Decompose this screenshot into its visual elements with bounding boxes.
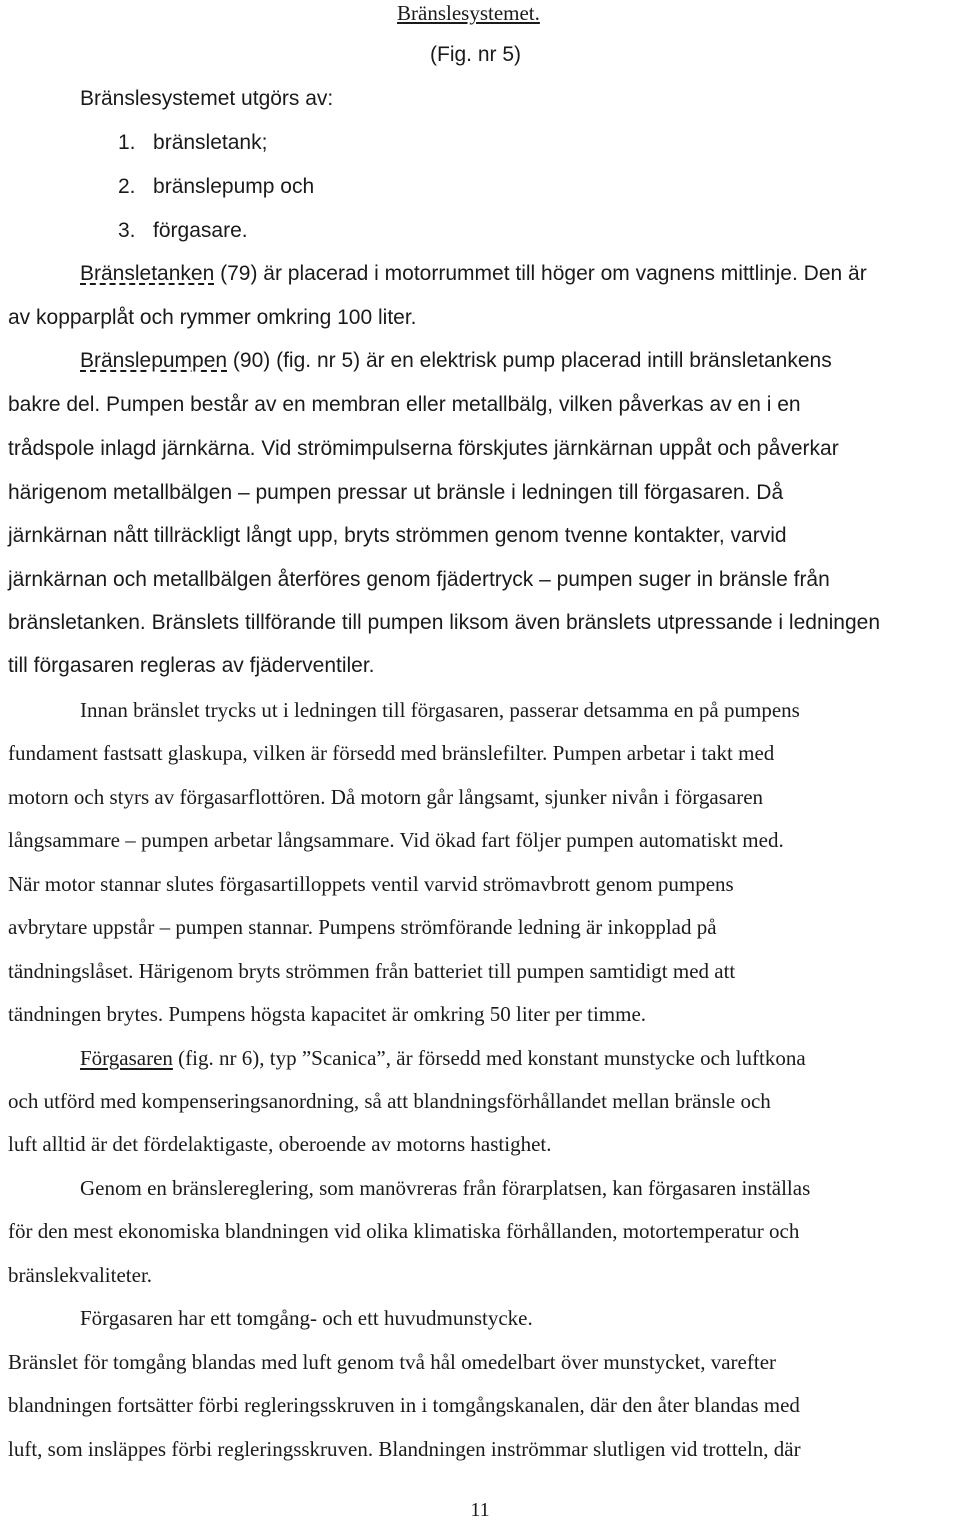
list-text: bränsletank; (153, 131, 268, 154)
paragraph-line: och utförd med kompenseringsanordning, så att blandningsförhållandet mellan bränsle och (8, 1089, 771, 1113)
list-item (118, 130, 267, 156)
paragraph-line: Bränslet för tomgång blandas med luft genom två hål omedelbart över munstycket, varefter (8, 1350, 777, 1374)
paragraph-line: trådspole inlagd järnkärna. Vid strömimpulserna förskjutes järnkärnan uppåt och påverkar (8, 437, 839, 460)
paragraph-line: bränslekvaliteter. (8, 1263, 153, 1287)
figure-reference: (Fig. nr 5) (430, 43, 522, 66)
paragraph-line: tändningen brytes. Pumpens högsta kapacitet är omkring 50 liter per timme. (8, 1002, 647, 1026)
term-bransletanken: Bränsletanken (80, 262, 215, 285)
term-branslepumpen: Bränslepumpen (80, 349, 228, 372)
paragraph-line: järnkärnan nått tillräckligt långt upp, bryts strömmen genom tvenne kontakter, varvid (8, 524, 787, 547)
section-title: Bränslesystemet. (397, 1, 540, 25)
paragraph-line: för den mest ekonomiska blandningen vid olika klimatiska förhållanden, motortemperatur och (8, 1219, 800, 1243)
page-number: 11 (470, 1499, 490, 1521)
paragraph-line: Genom en bränslereglering, som manövreras från förarplatsen, kan förgasaren inställas (80, 1176, 811, 1200)
paragraph-line: Innan bränslet trycks ut i ledningen till förgasaren, passerar detsamma en på pumpens (80, 698, 800, 722)
paragraph-line: När motor stannar slutes förgasartilloppets ventil varvid strömavbrott genom pumpens (8, 872, 734, 896)
paragraph-line: motorn och styrs av förgasarflottören. Då motorn går långsamt, sjunker nivån i förgasaren (8, 785, 764, 809)
paragraph-line: Förgasaren har ett tomgång- och ett huvudmunstycke. (80, 1306, 533, 1330)
paragraph-line: Bränslepumpen (90) (fig. nr 5) är en elektrisk pump placerad intill bränsletankens (80, 349, 832, 372)
paragraph-line: avbrytare uppstår – pumpen stannar. Pumpens strömförande ledning är inkopplad på (8, 915, 717, 939)
paragraph-line: Bränsletanken (79) är placerad i motorrummet till höger om vagnens mittlinje. Den är (80, 262, 867, 285)
paragraph-line: luft, som insläppes förbi regleringsskruven. Blandningen inströmmar slutligen vid trotteln, där (8, 1437, 801, 1461)
list-number: 1. (118, 131, 136, 154)
intro-lead: Bränslesystemet utgörs av: (80, 87, 334, 110)
paragraph-line: Förgasaren (fig. nr 6), typ ”Scanica”, är försedd med konstant munstycke och luftkona (80, 1046, 806, 1070)
list-item (118, 218, 248, 244)
list-text: bränslepump och (153, 175, 315, 198)
list-text: förgasare. (153, 219, 248, 242)
paragraph-line: luft alltid är det fördelaktigaste, oberoende av motorns hastighet. (8, 1132, 552, 1156)
paragraph-line: härigenom metallbälgen – pumpen pressar ut bränsle i ledningen till förgasaren. Då (8, 481, 784, 504)
paragraph-line: långsammare – pumpen arbetar långsammare. Vid ökad fart följer pumpen automatiskt med. (8, 828, 784, 852)
paragraph-line: av kopparplåt och rymmer omkring 100 liter. (8, 306, 417, 329)
paragraph-line: fundament fastsatt glaskupa, vilken är försedd med bränslefilter. Pumpen arbetar i takt med (8, 741, 775, 765)
list-number: 3. (118, 219, 136, 242)
paragraph-line: bakre del. Pumpen består av en membran eller metallbälg, vilken påverkas av en i en (8, 393, 801, 416)
list-number: 2. (118, 175, 136, 198)
list-item (118, 174, 314, 200)
paragraph-line: bränsletanken. Bränslets tillförande till pumpen liksom även bränslets utpressande i ledningen (8, 611, 881, 634)
paragraph-line: järnkärnan och metallbälgen återföres genom fjädertryck – pumpen suger in bränsle från (8, 568, 830, 591)
paragraph-line: till förgasaren regleras av fjäderventiler. (8, 654, 375, 677)
paragraph-line: blandningen fortsätter förbi regleringsskruven in i tomgångskanalen, där den åter blandas med (8, 1393, 800, 1417)
paragraph-line: tändningslåset. Härigenom bryts strömmen från batteriet till pumpen samtidigt med att (8, 959, 736, 983)
term-forgasaren: Förgasaren (80, 1046, 173, 1070)
